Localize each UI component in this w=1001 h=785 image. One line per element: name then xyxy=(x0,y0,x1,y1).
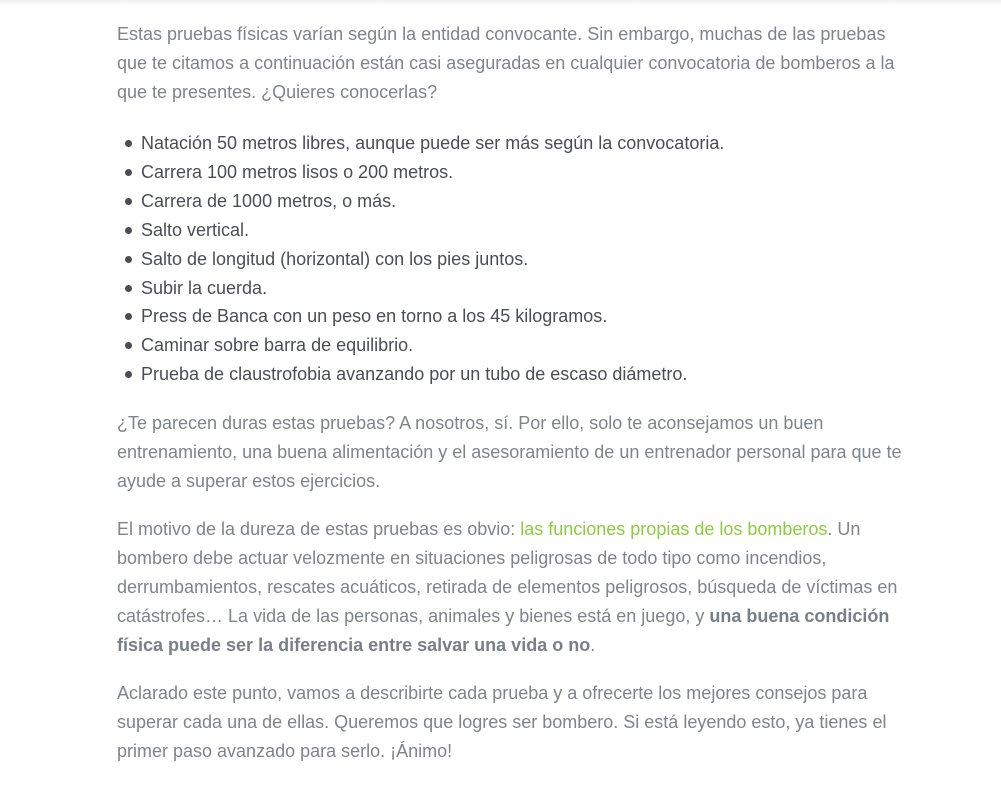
physical-tests-list xyxy=(117,129,907,389)
intro-paragraph: Estas pruebas físicas varían según la entidad convocante. Sin embargo, muchas de las pruebas que te citamos a continuación están casi aseguradas en cualquier convocatoria de bomberos a la que te presentes. ¿Quieres conocerlas? xyxy=(117,24,895,102)
list-item-text: Salto vertical. xyxy=(141,219,250,240)
closing-paragraph: Aclarado este punto, vamos a describirte cada prueba y a ofrecerte los mejores consejos para superar cada una de ellas. Queremos que logres ser bombero. Si está leyendo esto, ya tienes el primer paso avanzado para serlo. ¡Ánimo! xyxy=(117,683,887,762)
article-body xyxy=(117,20,907,766)
list-item-text: Press de Banca con un peso en torno a los 45 kilogramos. xyxy=(141,306,608,327)
advice-paragraph: ¿Te parecen duras estas pruebas? A nosotros, sí. Por ello, solo te aconsejamos un buen entrenamiento, una buena alimentación y el asesoramiento de un entrenador personal para que te ayude a superar estos ejercicios. xyxy=(117,413,902,492)
bullet-icon xyxy=(125,227,132,234)
list-item xyxy=(117,216,907,245)
reason-bold-text: una buena condición física puede ser la diferencia entre salvar una vida o no xyxy=(117,606,890,656)
list-item xyxy=(117,331,907,360)
reason-text-start: El motivo de la dureza de estas pruebas es obvio: xyxy=(117,519,521,540)
bullet-icon xyxy=(125,285,132,292)
list-item xyxy=(117,302,907,331)
list-item xyxy=(117,129,907,158)
list-item xyxy=(117,187,907,216)
top-shadow xyxy=(0,0,1001,6)
bullet-icon xyxy=(125,313,132,320)
reason-paragraph xyxy=(117,515,907,660)
list-item xyxy=(117,158,907,187)
list-item xyxy=(117,360,907,389)
bullet-icon xyxy=(125,140,132,147)
list-item-text: Subir la cuerda. xyxy=(141,277,268,298)
reason-text-middle: . Un bombero debe actuar velozmente en situaciones peligrosas de todo tipo como incendios, derrumbamientos, rescates acuáticos, retirada de elementos peligrosos, búsqueda de víctimas en catástrofes… La vida de las personas, animales y bienes está en juego, y xyxy=(117,519,898,627)
list-item-text: Natación 50 metros libres, aunque puede ser más según la convocatoria. xyxy=(141,133,725,153)
list-item-text: Salto de longitud (horizontal) con los pies juntos. xyxy=(141,248,529,269)
list-item-text: Carrera de 1000 metros, o más. xyxy=(141,190,397,211)
list-item xyxy=(117,274,907,303)
list-item-text: Carrera 100 metros lisos o 200 metros. xyxy=(141,161,454,182)
reason-text-end: . xyxy=(590,635,596,656)
bullet-icon xyxy=(125,256,132,263)
bullet-icon xyxy=(125,342,132,349)
list-item-text: Prueba de claustrofobia avanzando por un tubo de escaso diámetro. xyxy=(141,364,688,385)
bullet-icon xyxy=(125,198,132,205)
list-item-text: Caminar sobre barra de equilibrio. xyxy=(141,335,414,356)
firefighter-functions-link[interactable]: las funciones propias de los bomberos xyxy=(520,519,828,540)
bullet-icon xyxy=(125,169,132,176)
list-item xyxy=(117,245,907,274)
bullet-icon xyxy=(125,371,132,378)
